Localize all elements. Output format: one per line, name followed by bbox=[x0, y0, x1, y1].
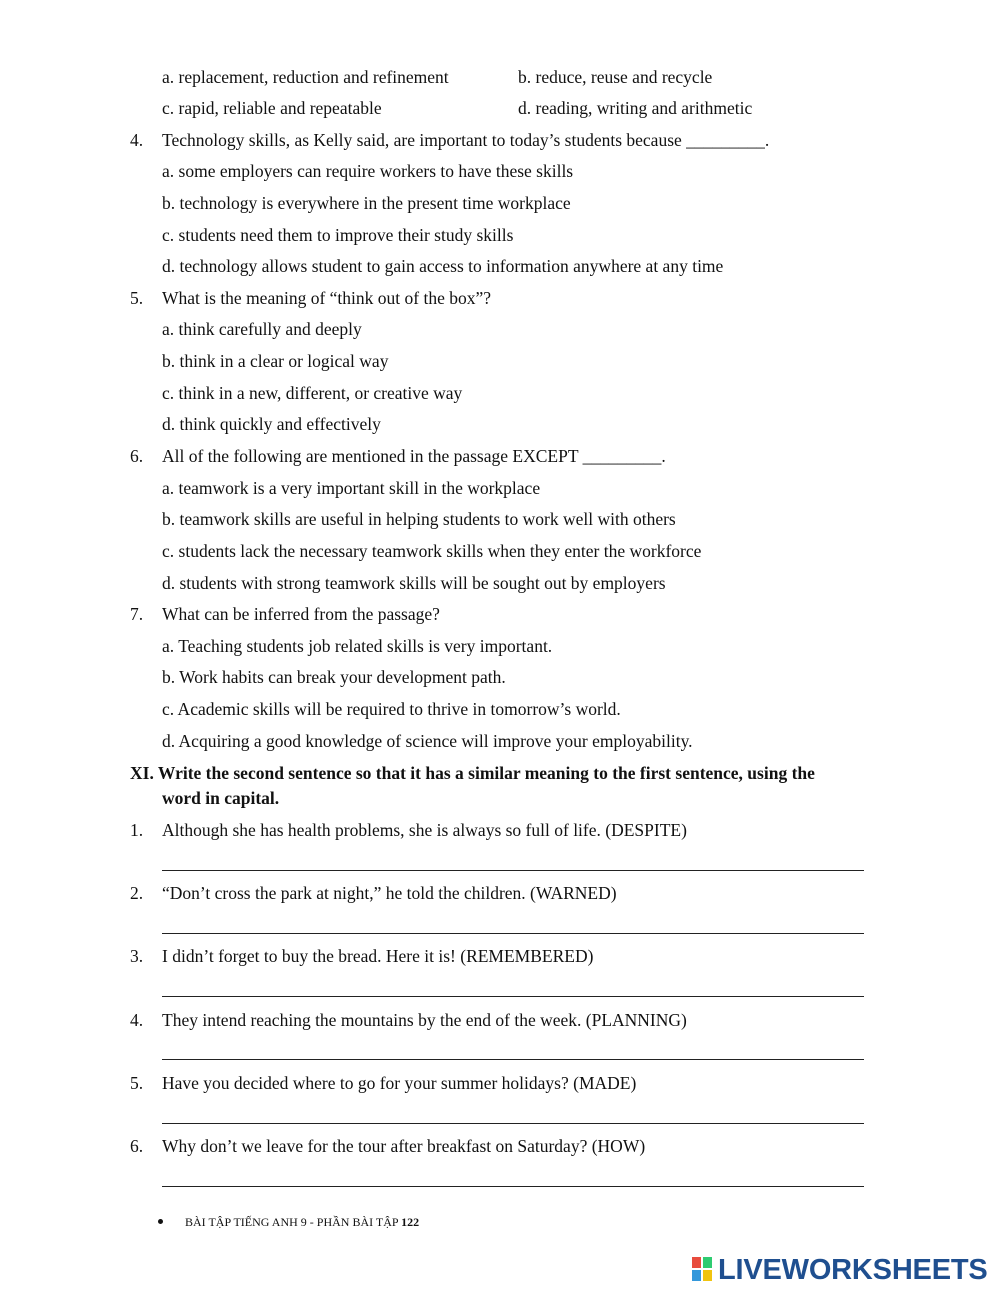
item-number: 6. bbox=[130, 1136, 144, 1156]
q3-option-d: d. reading, writing and arithmetic bbox=[518, 98, 753, 118]
question-number: 6. bbox=[130, 446, 144, 466]
item-sentence: Although she has health problems, she is always so full of life. (DESPITE) bbox=[162, 820, 687, 840]
answer-option[interactable]: d. Acquiring a good knowledge of science will improve your employability. bbox=[162, 731, 693, 751]
liveworksheets-logo[interactable] bbox=[692, 1254, 988, 1286]
answer-option[interactable]: c. students lack the necessary teamwork skills when they enter the workforce bbox=[162, 541, 702, 561]
question-text: What can be inferred from the passage? bbox=[162, 604, 440, 624]
item-sentence: They intend reaching the mountains by the end of the week. (PLANNING) bbox=[162, 1010, 687, 1030]
answer-option[interactable]: c. think in a new, different, or creative way bbox=[162, 383, 463, 403]
bullet-icon bbox=[158, 1219, 163, 1224]
q3-option-b: b. reduce, reuse and recycle bbox=[518, 67, 713, 87]
question-text: All of the following are mentioned in the passage EXCEPT _________. bbox=[162, 446, 666, 466]
answer-option[interactable]: c. students need them to improve their study skills bbox=[162, 225, 514, 245]
answer-line[interactable] bbox=[162, 1059, 864, 1060]
question-text: What is the meaning of “think out of the box”? bbox=[162, 288, 492, 308]
answer-option[interactable]: b. think in a clear or logical way bbox=[162, 351, 389, 371]
answer-line[interactable] bbox=[162, 870, 864, 871]
item-number: 2. bbox=[130, 883, 144, 903]
item-sentence: “Don’t cross the park at night,” he told the children. (WARNED) bbox=[162, 883, 617, 903]
answer-option[interactable]: d. technology allows student to gain access to information anywhere at any time bbox=[162, 256, 724, 276]
item-number: 4. bbox=[130, 1010, 144, 1030]
answer-option[interactable]: d. think quickly and effectively bbox=[162, 414, 381, 434]
q3-option-a: a. replacement, reduction and refinement bbox=[162, 67, 449, 87]
answer-option[interactable]: b. teamwork skills are useful in helping students to work well with others bbox=[162, 509, 676, 529]
answer-option[interactable]: a. think carefully and deeply bbox=[162, 319, 362, 339]
answer-option[interactable]: b. Work habits can break your development path. bbox=[162, 667, 506, 687]
question-number: 5. bbox=[130, 288, 144, 308]
answer-option[interactable]: a. teamwork is a very important skill in the workplace bbox=[162, 478, 541, 498]
answer-line[interactable] bbox=[162, 1186, 864, 1187]
question-number: 7. bbox=[130, 604, 144, 624]
liveworksheets-logo-icon bbox=[692, 1257, 714, 1283]
section-heading-continued: word in capital. bbox=[162, 788, 280, 808]
q3-option-c: c. rapid, reliable and repeatable bbox=[162, 98, 382, 118]
answer-line[interactable] bbox=[162, 933, 864, 934]
answer-option[interactable]: a. Teaching students job related skills is very important. bbox=[162, 636, 553, 656]
item-sentence: I didn’t forget to buy the bread. Here it is! (REMEMBERED) bbox=[162, 946, 594, 966]
answer-option[interactable]: d. students with strong teamwork skills will be sought out by employers bbox=[162, 573, 666, 593]
answer-option[interactable]: b. technology is everywhere in the present time workplace bbox=[162, 193, 571, 213]
item-sentence: Why don’t we leave for the tour after breakfast on Saturday? (HOW) bbox=[162, 1136, 646, 1156]
answer-line[interactable] bbox=[162, 996, 864, 997]
section-heading: XI. Write the second sentence so that it has a similar meaning to the first sentence, using the bbox=[130, 763, 815, 783]
answer-option[interactable]: c. Academic skills will be required to thrive in tomorrow’s world. bbox=[162, 699, 621, 719]
answer-line[interactable] bbox=[162, 1123, 864, 1124]
item-number: 5. bbox=[130, 1073, 144, 1093]
answer-option[interactable]: a. some employers can require workers to have these skills bbox=[162, 161, 574, 181]
item-number: 3. bbox=[130, 946, 144, 966]
item-sentence: Have you decided where to go for your summer holidays? (MADE) bbox=[162, 1073, 637, 1093]
item-number: 1. bbox=[130, 820, 144, 840]
question-text: Technology skills, as Kelly said, are important to today’s students because _________. bbox=[162, 130, 770, 150]
page-footer bbox=[185, 1214, 419, 1230]
footer-text: BÀI TẬP TIẾNG ANH 9 - PHẦN BÀI TẬP bbox=[185, 1215, 399, 1229]
logo-text: LIVEWORKSHEETS bbox=[718, 1253, 988, 1286]
page-number: 122 bbox=[401, 1215, 420, 1229]
question-number: 4. bbox=[130, 130, 144, 150]
